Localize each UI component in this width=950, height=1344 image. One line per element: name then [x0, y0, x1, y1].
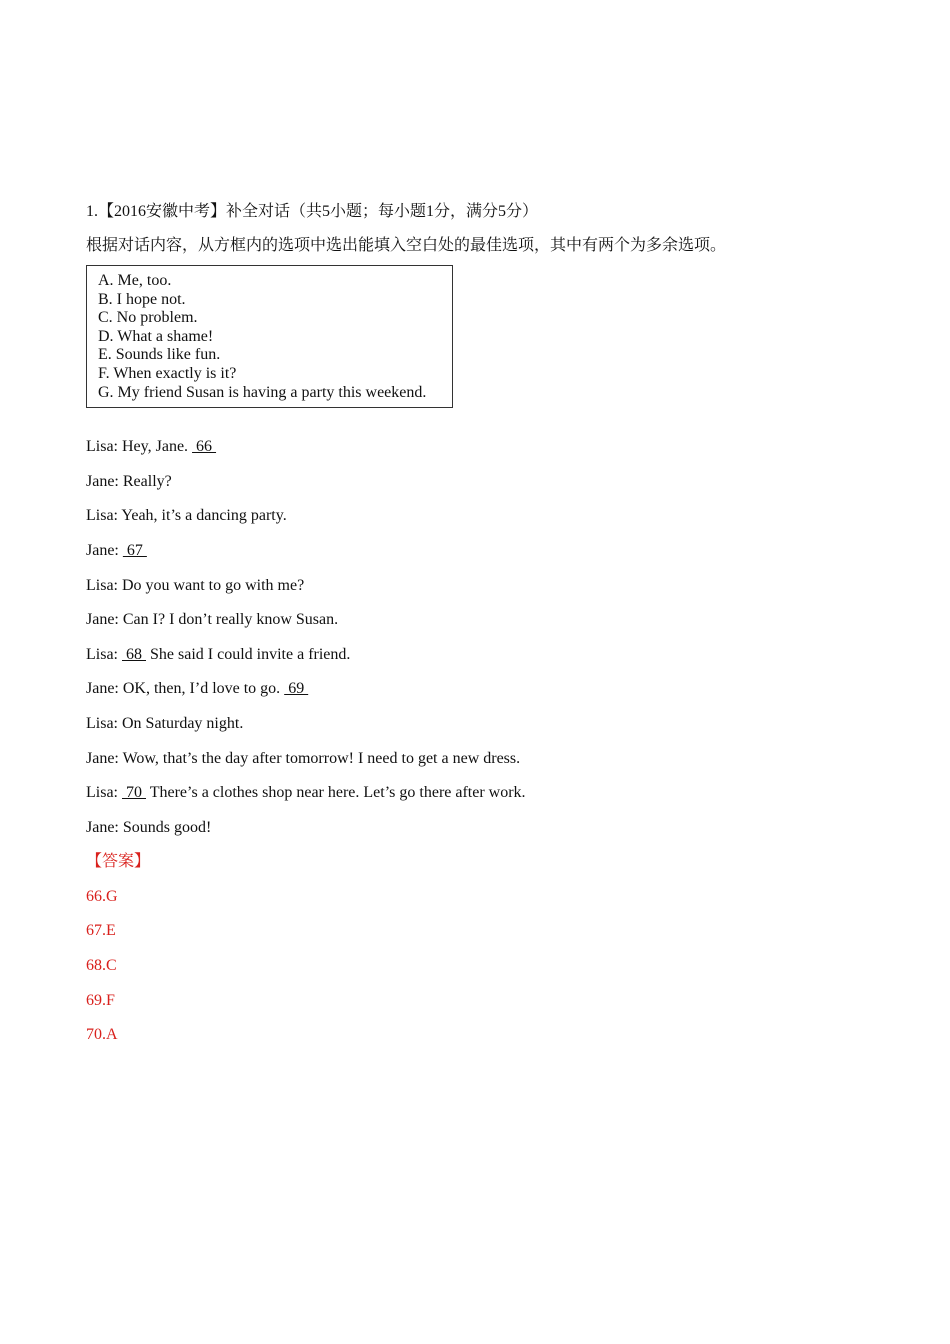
- speaker-text: Jane:: [86, 541, 123, 559]
- speaker-text: Lisa:: [86, 784, 122, 802]
- dialogue-line: [86, 505, 886, 540]
- dialogue-line: [86, 713, 886, 748]
- dialogue-line: [86, 817, 886, 852]
- question-instruction: 根据对话内容，从方框内的选项中选出能填入空白处的最佳选项，其中有两个为多余选项。: [86, 237, 727, 254]
- dialogue-line: [86, 678, 886, 713]
- dialogue-line: [86, 748, 886, 783]
- option-a: A. Me, too.: [98, 272, 172, 289]
- answer-66: 66.G: [86, 887, 118, 905]
- blank-68: 68: [122, 645, 146, 663]
- speaker-text: Lisa: On Saturday night.: [86, 714, 244, 732]
- dialogue-line: [86, 575, 886, 610]
- option-d: D. What a shame!: [98, 327, 214, 345]
- dialogue-line: [86, 540, 886, 575]
- speaker-text: Lisa: Do you want to go with me?: [86, 576, 305, 594]
- answer-68: 68.C: [86, 957, 117, 975]
- line-continuation: There’s a clothes shop near here. Let’s go there after work.: [146, 784, 526, 802]
- blank-66: 66: [192, 438, 217, 456]
- speaker-text: Lisa: Yeah, it’s a dancing party.: [86, 507, 287, 525]
- option-f: F. When exactly is it?: [98, 364, 237, 382]
- option-b: B. I hope not.: [98, 290, 186, 308]
- options-box: [86, 265, 453, 408]
- option-c: C. No problem.: [98, 309, 198, 327]
- document-page: [86, 201, 886, 1059]
- speaker-text: Lisa: Hey, Jane.: [86, 438, 193, 456]
- answer-70: 70.A: [86, 1026, 118, 1044]
- dialogue-line: [86, 644, 886, 679]
- line-continuation: She said I could invite a friend.: [146, 645, 351, 663]
- question-title: 1.【2016安徽中考】补全对话（共5小题；每小题1分，满分5分）: [86, 203, 539, 220]
- option-g: G. My friend Susan is having a party this weekend.: [98, 383, 427, 401]
- blank-70: 70: [122, 784, 146, 802]
- dialogue-line: [86, 609, 886, 644]
- dialogue-line: [86, 782, 886, 817]
- dialogue: [86, 436, 886, 851]
- speaker-text: Jane: Can I? I don’t really know Susan.: [86, 611, 339, 629]
- answer-67: 67.E: [86, 922, 116, 940]
- dialogue-line: [86, 471, 886, 506]
- option-e: E. Sounds like fun.: [98, 346, 221, 364]
- answer-69: 69.F: [86, 991, 115, 1009]
- speaker-text: Lisa:: [86, 645, 122, 663]
- speaker-text: Jane: Wow, that’s the day after tomorrow! I need to get a new dress.: [86, 749, 521, 767]
- blank-67: 67: [122, 541, 147, 559]
- dialogue-line: [86, 436, 886, 471]
- speaker-text: Jane: OK, then, I’d love to go.: [86, 680, 285, 698]
- answer-heading: 【答案】: [86, 853, 151, 871]
- speaker-text: Jane: Really?: [86, 472, 172, 490]
- blank-69: 69: [284, 680, 309, 698]
- speaker-text: Jane: Sounds good!: [86, 818, 212, 836]
